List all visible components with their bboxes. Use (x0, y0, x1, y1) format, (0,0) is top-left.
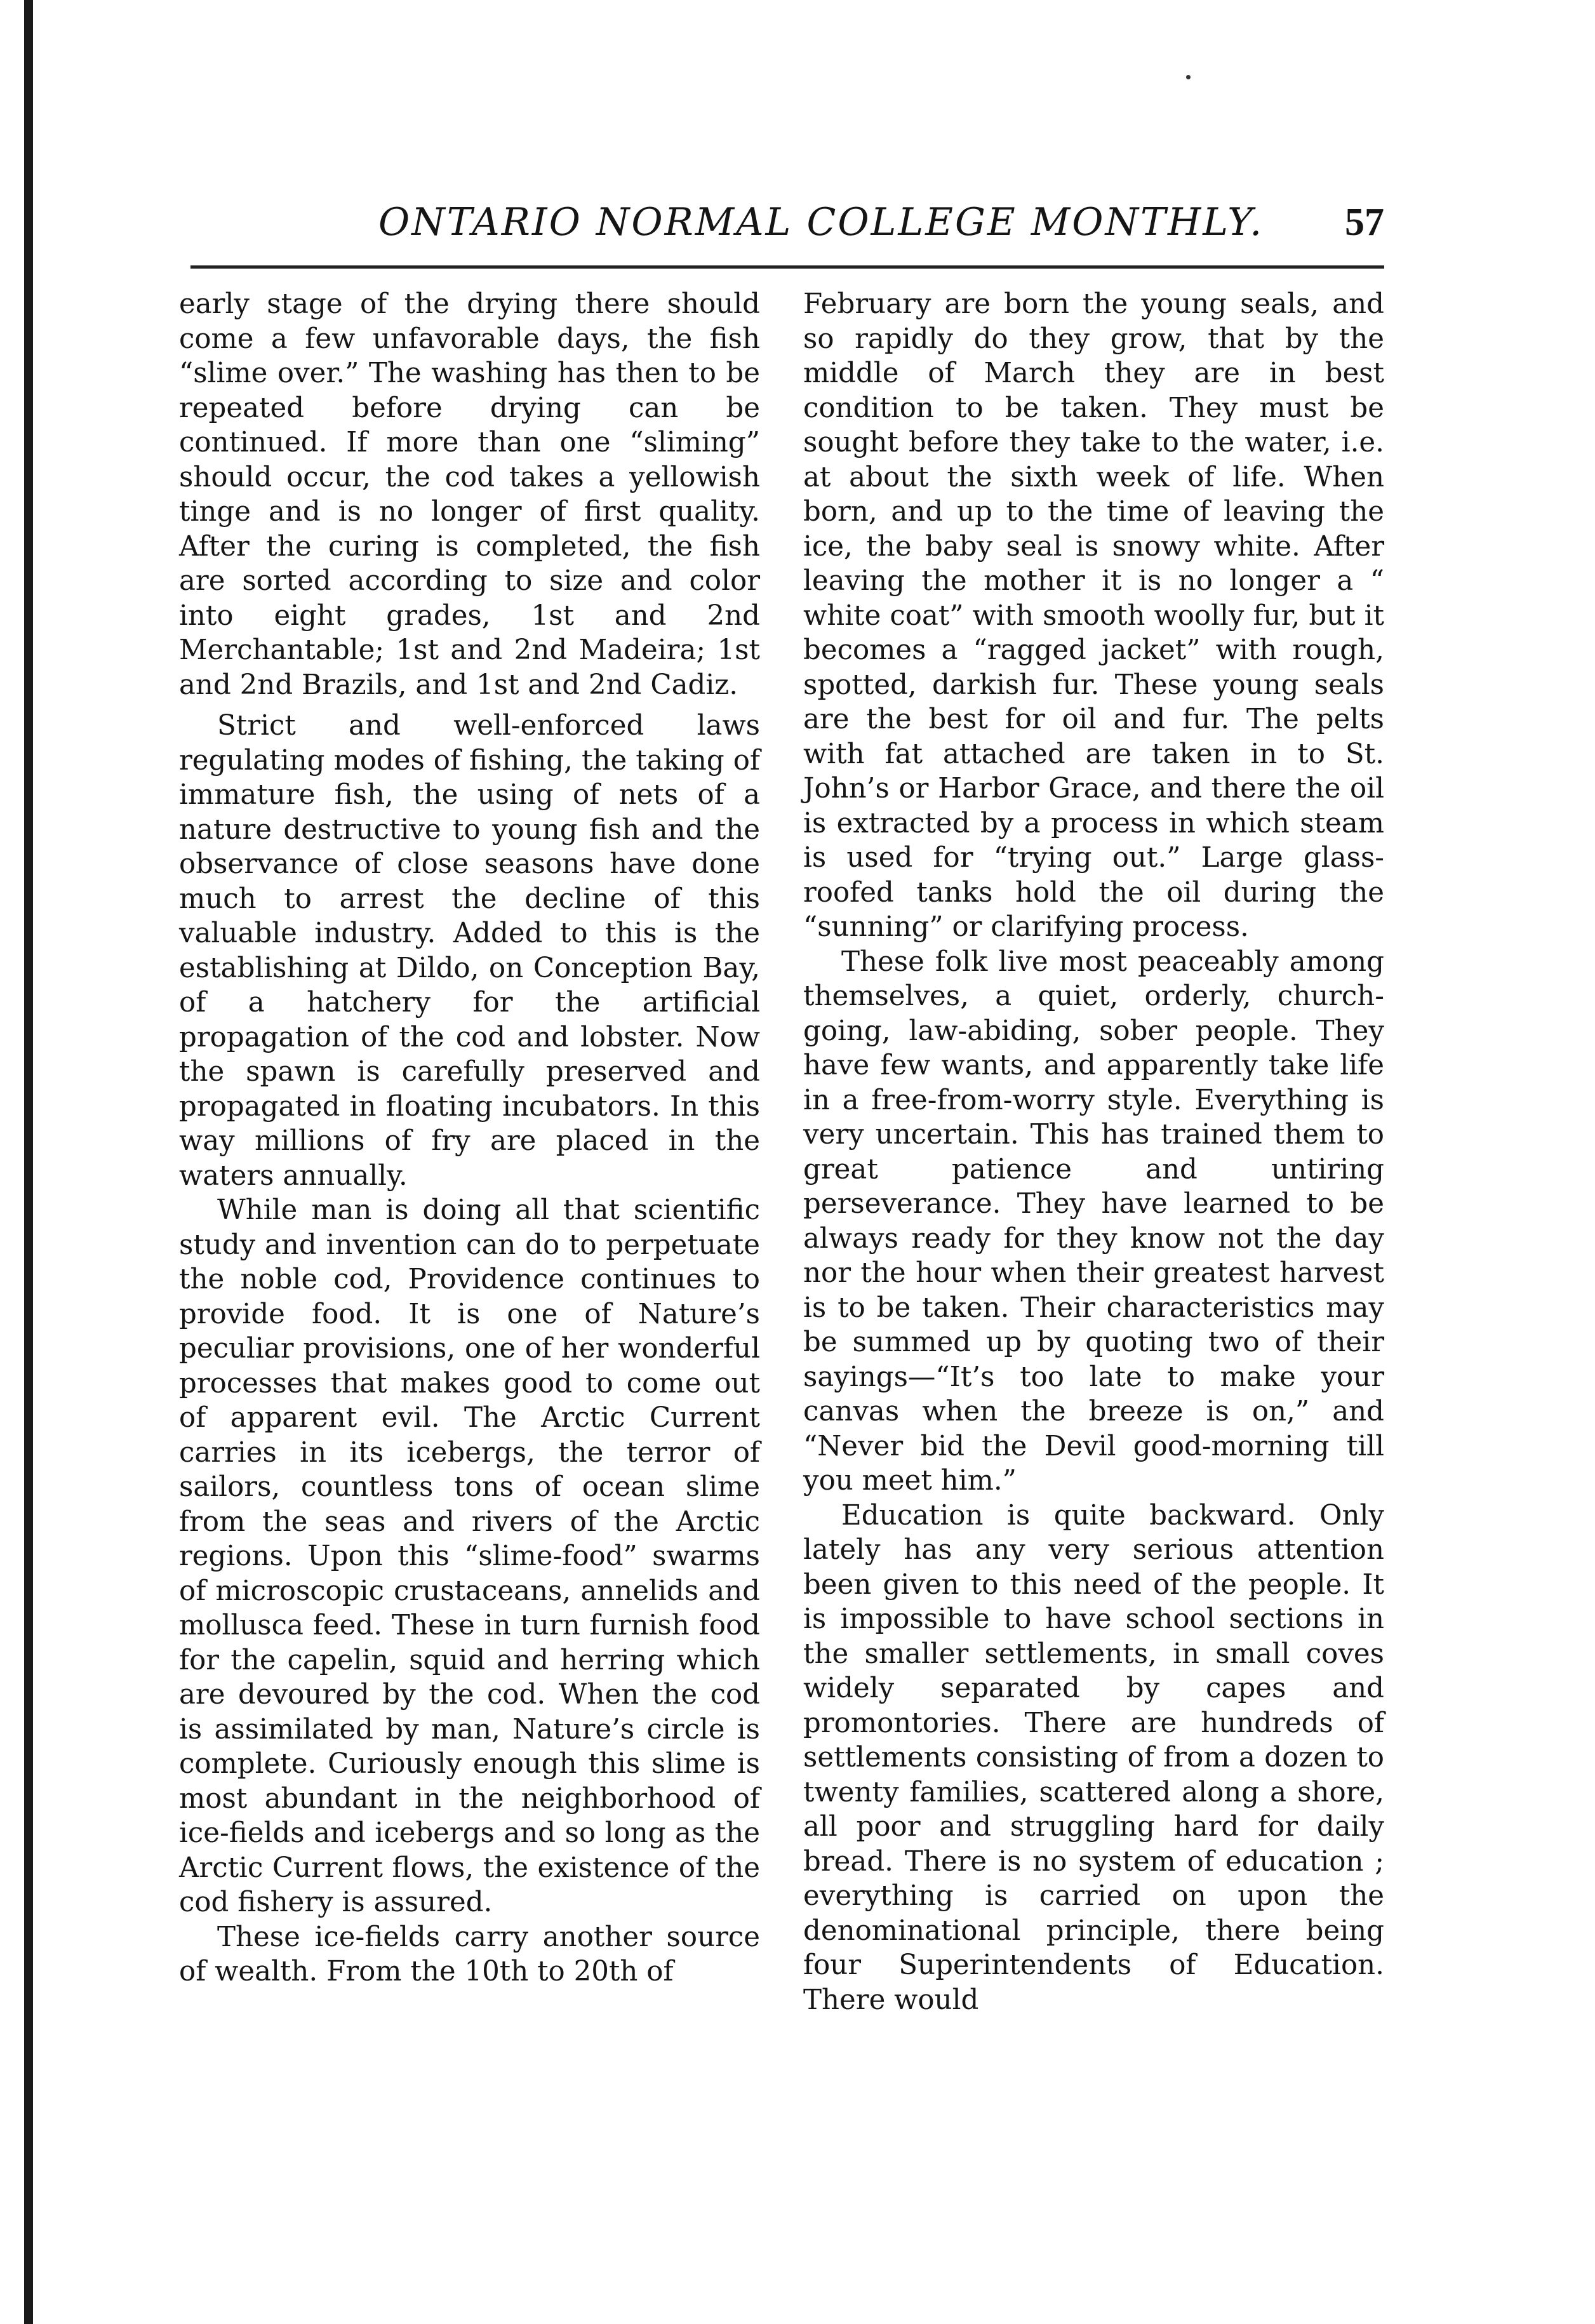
page-header (190, 193, 1384, 251)
paragraph-education: Education is quite backward. Only lately has any very serious attention been given to this need of the people. It is impossible to have school sections in the smaller settlements, in small coves widely separated by capes and promontories. There are hundreds of settlements consisting of from a dozen to twenty families, scattered along a shore, all poor and struggling hard for daily bread. There is no system of education ; everything is carried on upon the denominational principle, there being four Superintendents of Education. There would (803, 1499, 1384, 2016)
paragraph-providence-food: While man is doing all that scientific study and invention can do to perpetuate the noble cod, Providence continues to provide food. It is one of Nature’s peculiar provisions, one of her wonderful processes that makes good to come out of apparent evil. The Arctic Current carries in its icebergs, the terror of sailors, countless tons of ocean slime from the seas and rivers of the Arctic regions. Upon this “slime-food” swarms of microscopic crustaceans, annelids and mollusca feed. These in turn furnish food for the capelin, squid and herring which are devoured by the cod. When the cod is assimilated by man, Nature’s circle is complete. Curiously enough this slime is most abundant in the neighborhood of ice-fields and icebergs and so long as the Arctic Current flows, the existence of the cod fishery is assured. (179, 1194, 760, 1918)
paragraph-young-seals: February are born the young seals, and so rapidly do they grow, that by the middle of March they are in best condition to be taken. They must be sought before they take to the water, i.e. at about the sixth week of life. When born, and up to the time of leaving the ice, the baby seal is snowy white. After leaving the mother it is no longer a “ white coat” with smooth woolly fur, but it becomes a “ragged jacket” with rough, spotted, darkish fur. These young seals are the best for oil and fur. The pelts with fat attached are taken in to St. John’s or Harbor Grace, and there the oil is extracted by a process in which steam is used for “trying out.” Large glass-roofed tanks hold the oil during the “sunning” or clarifying process. (803, 288, 1384, 943)
scan-speck (1186, 75, 1191, 79)
paragraph-folk-character: These folk live most peaceably among themselves, a quiet, orderly, church-going, law-abiding, sober people. They have few wants, and apparently take life in a free-from-worry style. Everything is very uncertain. This has trained them to great patience and untiring perseverance. They have learned to be always ready for they know not the day nor the hour when their greatest harvest is to be taken. Their characteristics may be summed up by quoting two of their sayings—“It’s too late to make your canvas when the breeze is on,” and “Never bid the Devil good-morning till you meet him.” (803, 945, 1384, 1497)
page-number: 57 (1345, 201, 1384, 244)
paragraph-fishing-laws: Strict and well-enforced laws regulating modes of fishing, the taking of immature fish, the using of nets of a nature destructive to young fish and the observance of close seasons have done much to arrest the decline of this valuable industry. Added to this is the establishing at Dildo, on Conception Bay, of a hatchery for the artificial propagation of the cod and lobster. Now the spawn is carefully preserved and propagated in floating incubators. In this way millions of fry are placed in the waters annually. (179, 710, 760, 1192)
left-column (179, 287, 760, 1989)
paragraph-ice-fields: These ice-fields carry another source of wealth. From the 10th to 20th of (179, 1921, 760, 1987)
paragraph-curing-grades: early stage of the drying there should come a few unfavorable days, the fish “slime over.” The washing has then to be repeated before drying can be continued. If more than one “sliming” should occur, the cod takes a yellowish tinge and is no longer of first quality. After the curing is completed, the fish are sorted according to size and color into eight grades, 1st and 2nd Merchantable; 1st and 2nd Madeira; 1st and 2nd Brazils, and 1st and 2nd Cadiz. (179, 288, 760, 701)
scan-edge-bar (24, 0, 33, 2324)
running-title: ONTARIO NORMAL COLLEGE MONTHLY. (378, 200, 1264, 244)
header-rule (190, 265, 1384, 269)
right-column (803, 287, 1384, 2017)
